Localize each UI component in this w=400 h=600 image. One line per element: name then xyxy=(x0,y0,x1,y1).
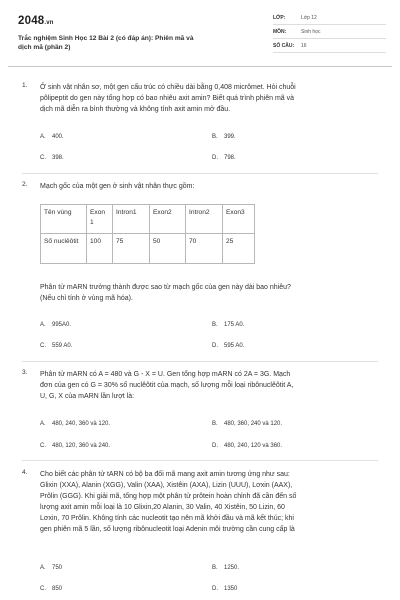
table-cell: Intron2 xyxy=(186,205,223,234)
question-line: Mạch gốc của một gen ở sinh vật nhân thực gồm: xyxy=(40,183,195,190)
question-line: (Nếu chỉ tính ở vùng mã hóa). xyxy=(40,295,133,302)
option-text: 480, 240, 360 và 120. xyxy=(52,421,111,427)
question-number: 3. xyxy=(22,369,28,376)
question-line: Lơxin, 70 Prôlin. Không tính các nucleotit tạo nên mã khởi đầu và mã kết thúc; khi xyxy=(40,515,294,522)
meta-box xyxy=(273,12,386,54)
option-text: 480, 120, 360 và 240. xyxy=(52,443,111,449)
option-letter: D. xyxy=(212,443,218,449)
option-letter: C. xyxy=(40,443,46,449)
option-letter: B. xyxy=(212,565,218,571)
option-text: 175 A0. xyxy=(224,322,245,328)
table-cell: Exon3 xyxy=(223,205,255,234)
title-line-1: Trắc nghiệm Sinh Học 12 Bài 2 (có đáp án): Phiên mã và xyxy=(18,35,194,42)
table-cell: 100 xyxy=(87,234,113,264)
option-letter: C. xyxy=(40,586,46,592)
logo-suffix: .vn xyxy=(44,20,54,26)
title-line-2: dịch mã (phần 2) xyxy=(18,44,71,51)
option-text: 1250. xyxy=(224,565,240,571)
option-c[interactable] xyxy=(40,343,72,349)
option-text: 398. xyxy=(52,155,64,161)
option-c[interactable] xyxy=(40,155,64,161)
page-header xyxy=(18,12,386,62)
meta-label: MÔN: xyxy=(273,29,287,35)
gene-table xyxy=(40,204,255,264)
option-c[interactable] xyxy=(40,443,110,449)
option-text: 798. xyxy=(224,155,236,161)
meta-row-count xyxy=(273,40,386,53)
question-text xyxy=(40,181,382,192)
question-number: 2. xyxy=(22,181,28,188)
question-line: pôlipeptit do gen này tổng hợp có bao nhiêu axit amin? Biết quá trình phiên mã và xyxy=(40,95,295,102)
option-letter: A. xyxy=(40,421,46,427)
question-line: Glixin (XXA), Alanin (XGG), Valin (XAA), Xistêin (AXA), Lizin (UUU), Lơxin (AAX), xyxy=(40,482,293,489)
question-line: lượng axit amin mỗi loại là 10 Glixin,20 Alanin, 30 Valin, 40 Xistêin, 50 Lizin, 60 xyxy=(40,504,285,511)
option-text: 595 A0. xyxy=(224,343,245,349)
option-d[interactable] xyxy=(212,443,282,449)
question-line: Cho biết các phân tử tARN có bộ ba đối mã mang axit amin tương ứng như sau: xyxy=(40,471,290,478)
page-title xyxy=(18,34,243,52)
question-line: U, G, X của mARN lần lượt là: xyxy=(40,393,135,400)
question-line: gen phiên mã 5 lần, số lượng ribônucleotit loại Adenin môi trường cần cung cấp là xyxy=(40,526,295,533)
question-line: dịch mã diễn ra bình thường và không tính axit amin mở đầu. xyxy=(40,106,231,113)
logo-text: 2048 xyxy=(18,15,45,27)
option-d[interactable] xyxy=(212,155,236,161)
option-letter: D. xyxy=(212,586,218,592)
option-letter: C. xyxy=(40,343,46,349)
table-cell: 70 xyxy=(186,234,223,264)
meta-row-class xyxy=(273,12,386,25)
question-text xyxy=(40,82,382,115)
option-letter: A. xyxy=(40,565,46,571)
option-a[interactable] xyxy=(40,322,71,328)
question-number: 4. xyxy=(22,469,28,476)
option-letter: B. xyxy=(212,134,218,140)
question-line: Prôlin (GGG). Khi giải mã, tổng hợp một phân tử prôtein hoàn chỉnh đã cần đến số xyxy=(40,493,297,500)
table-cell: Intron1 xyxy=(113,205,150,234)
question-text xyxy=(40,469,382,535)
meta-label: SỐ CÂU: xyxy=(273,43,295,49)
option-text: 559 A0. xyxy=(52,343,73,349)
table-cell: 50 xyxy=(150,234,186,264)
option-letter: A. xyxy=(40,134,46,140)
option-text: 480, 360, 240 và 120. xyxy=(224,421,283,427)
table-cell: 75 xyxy=(113,234,150,264)
site-logo[interactable] xyxy=(18,15,54,27)
question-line: Phân tử mARN trưởng thành được sao từ mạch gốc của gen này dài bao nhiêu? xyxy=(40,284,291,291)
option-b[interactable] xyxy=(212,421,282,427)
table-row xyxy=(41,205,255,234)
meta-value: 16 xyxy=(301,43,307,49)
table-cell: 25 xyxy=(223,234,255,264)
option-text: 750 xyxy=(52,565,63,571)
question-text xyxy=(40,369,382,402)
option-letter: D. xyxy=(212,155,218,161)
table-cell: Exon2 xyxy=(150,205,186,234)
question-text xyxy=(40,282,382,304)
option-letter: B. xyxy=(212,421,218,427)
option-d[interactable] xyxy=(212,343,244,349)
question-divider xyxy=(22,460,378,461)
header-divider xyxy=(8,66,392,67)
option-text: 995A0. xyxy=(52,322,72,328)
table-cell: Exon 1 xyxy=(87,205,113,234)
question-line: đơn của gen có G = 30% số nuclêôtit của mạch, số lượng mỗi loại ribônuclêôtit A, xyxy=(40,382,294,389)
option-a[interactable] xyxy=(40,134,64,140)
question-number: 1. xyxy=(22,82,28,89)
option-text: 1350 xyxy=(224,586,238,592)
option-letter: B. xyxy=(212,322,218,328)
option-a[interactable] xyxy=(40,565,62,571)
option-c[interactable] xyxy=(40,586,62,592)
question-divider xyxy=(22,361,378,362)
table-row xyxy=(41,234,255,264)
option-letter: D. xyxy=(212,343,218,349)
option-b[interactable] xyxy=(212,565,239,571)
option-d[interactable] xyxy=(212,586,237,592)
table-cell: Tên vùng xyxy=(41,205,87,234)
meta-label: LỚP: xyxy=(273,15,286,21)
meta-value: Sinh học xyxy=(301,29,321,35)
option-text: 850 xyxy=(52,586,63,592)
option-text: 400. xyxy=(52,134,64,140)
option-letter: A. xyxy=(40,322,46,328)
question-divider xyxy=(22,173,378,174)
option-letter: C. xyxy=(40,155,46,161)
meta-value: Lớp 12 xyxy=(301,15,317,21)
option-b[interactable] xyxy=(212,134,236,140)
option-a[interactable] xyxy=(40,421,110,427)
meta-row-subject xyxy=(273,26,386,39)
option-text: 480, 240, 120 và 360. xyxy=(224,443,283,449)
option-text: 399. xyxy=(224,134,236,140)
question-line: Phân tử mARN có A = 480 và G - X = U. Gen tổng hợp mARN có 2A = 3G. Mạch xyxy=(40,371,291,378)
option-b[interactable] xyxy=(212,322,244,328)
table-cell: Số nuclêôtit xyxy=(41,234,87,264)
question-line: Ở sinh vật nhân sơ, một gen cấu trúc có chiều dài bằng 0,408 micrômet. Hỏi chuỗi xyxy=(40,84,296,91)
